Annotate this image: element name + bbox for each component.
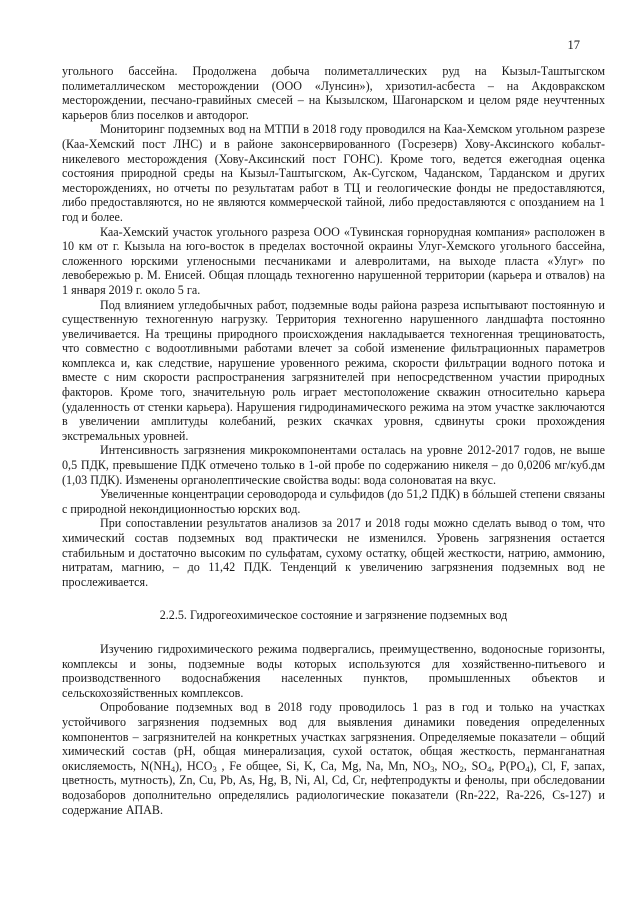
subscript: 4 [170,763,176,774]
paragraph-coal-mining-impact: Под влиянием угледобычных работ, подземные воды района разреза испытывают постоянную и существенную техногенную нагрузку. Территория техногенно нарушенного ландшафта постоянно увеличивается. На трещины природного происхождения накладывается техногенная трещиноватость, что совместно с водоотливными работами влечет за собой изменение фильтрационных параметров комплекса и, как следствие, нарушение уровенного режима, скорости фильтрации водного потока и вместе с ним скорости распространения загрязнителей при непосредственном участии природных факторов. Кроме того, значительную роль играет местоположение скважин относительно карьера (удаленность от стенки карьера). Нарушения гидродинамического режима на этом участке заключаются в увеличении амплитуды колебаний, резких скачках уровня, сдвинуты сроки прохождения экстремальных уровней. [62,297,605,443]
paragraph-comparison: При сопоставлении результатов анализов за 2017 и 2018 годы можно сделать вывод о том, что химический состав подземных вод практически не изменился. Уровень загрязнения остается стабильным и достаточно высоким по сульфатам, сухому остатку, общей жесткости, натрию, аммонию, нитратам, магнию, – до 11,42 ПДК. Тенденций к увеличению загрязнения подземных вод не прослеживается. [62,516,605,589]
paragraph-hydrochemical-study: Изучению гидрохимического режима подвергались, преимущественно, водоносные горизонты, комплексы и зоны, подземные воды которых используются для хозяйственно-питьевого и производственного водоснабжения населенных пунктов, промышленных объектов и сельскохозяйственных комплексов. [62,641,605,700]
sampling-text-3: , Fe общее, Si, K, Ca, Mg, Na, Mn, NO [216,758,431,773]
sampling-text-4: , NO [434,758,460,773]
section-heading: 2.2.5. Гидрогеохимическое состояние и загрязнение подземных вод [159,608,508,623]
sampling-text-5: , SO [463,758,488,773]
paragraph-monitoring: Мониторинг подземных вод на МТПИ в 2018 году проводился на Каа-Хемском угольном разрезе (Каа-Хемский пост ЛНС) и в районе законсервированного (Госрезерв) Хову-Аксинского кобальт-никелевого месторождения (Хову-Аксинский пост ГОНС). Кроме того, ведется ежегодная оценка состояния природной среды на Кызыл-Таштыгском, Ак-Сугском, Чаданском, Тарданском и других месторождениях, но отчеты по результатам работ в ТЦ и геологические фонды не предоставляются, либо предоставляются, но не являются коммерческой тайной, либо предоставляются с опозданием на 1 год и более. [62,122,605,224]
subscript: 3 [430,763,435,774]
paragraph-pollution-intensity: Интенсивность загрязнения микрокомпонентами осталась на уровне 2012-2017 годов, не выше 0,5 ПДК, превышение ПДК отмечено только в 1-ой пробе по содержанию никеля – до 0,0206 мг/куб.дм (1,03 ПДК). Изменены органолептические свойства воды: вода солоноватая на вкус. [62,443,605,487]
paragraph-sampling [62,700,605,817]
page-number: 17 [567,38,580,52]
subscript: 4 [487,763,492,774]
sampling-text-1: Опробование подземных вод в 2018 году проводилось 1 раз в год и только на участках устойчивого загрязнения подземных вод для выявления динамики поведения определенных компонентов – загрязнителей на конкретных участках загрязнения. Определяемые показатели – общий химический состав (рН, общая минерализация, сухой остаток, общая жесткость, перманганатная окисляемость, N(NH [62,700,605,773]
sampling-text-2: ), HCO [175,758,213,773]
paragraph-kaa-khem-site: Каа-Хемский участок угольного разреза ООО «Тувинская горнорудная компания» расположен в 10 км от г. Кызыла на юго-восток в пределах восточной окраины Улуг-Хемского угольного бассейна, сложенного юрскими угленосными песчаниками и алевролитами, на выходе пласта «Улуг» по левобережью р. М. Енисей. Общая площадь техногенно нарушенной территории (карьера и отвалов) на 1 января 2019 г. около 5 га. [62,224,605,297]
subscript: 2 [459,763,464,774]
paragraph-continuation: угольного бассейна. Продолжена добыча полиметаллических руд на Кызыл-Таштыгском полиметаллическом месторождении (ООО «Лунсин»), хризотил-асбеста – на Акдовракском месторождении, песчано-гравийных смесей – на Кызылском, Шагонарском и целом ряде неучтенных карьеров близ поселков и автодорог. [62,64,605,122]
subscript: 4 [525,763,530,774]
body-text [62,64,605,817]
sampling-text-7: ), Cl, F, запах, цветность, мутность), Zn, Cu, Pb, As, Hg, B, Ni, Al, Cd, Cr, нефтепродукты и фенолы, при обследовании водозаборов дополнительно определялись радиологические показатели (Rn-222, Ra-226, Cs-127) и содержание АПАВ. [62,758,606,817]
paragraph-hydrogen-sulfide: Увеличенные концентрации сероводорода и сульфидов (до 51,2 ПДК) в бóльшей степени связаны с природной некондиционностью юрских вод. [62,487,605,516]
subscript: 3 [212,763,217,774]
sampling-text-6: , P(PO [491,758,526,773]
